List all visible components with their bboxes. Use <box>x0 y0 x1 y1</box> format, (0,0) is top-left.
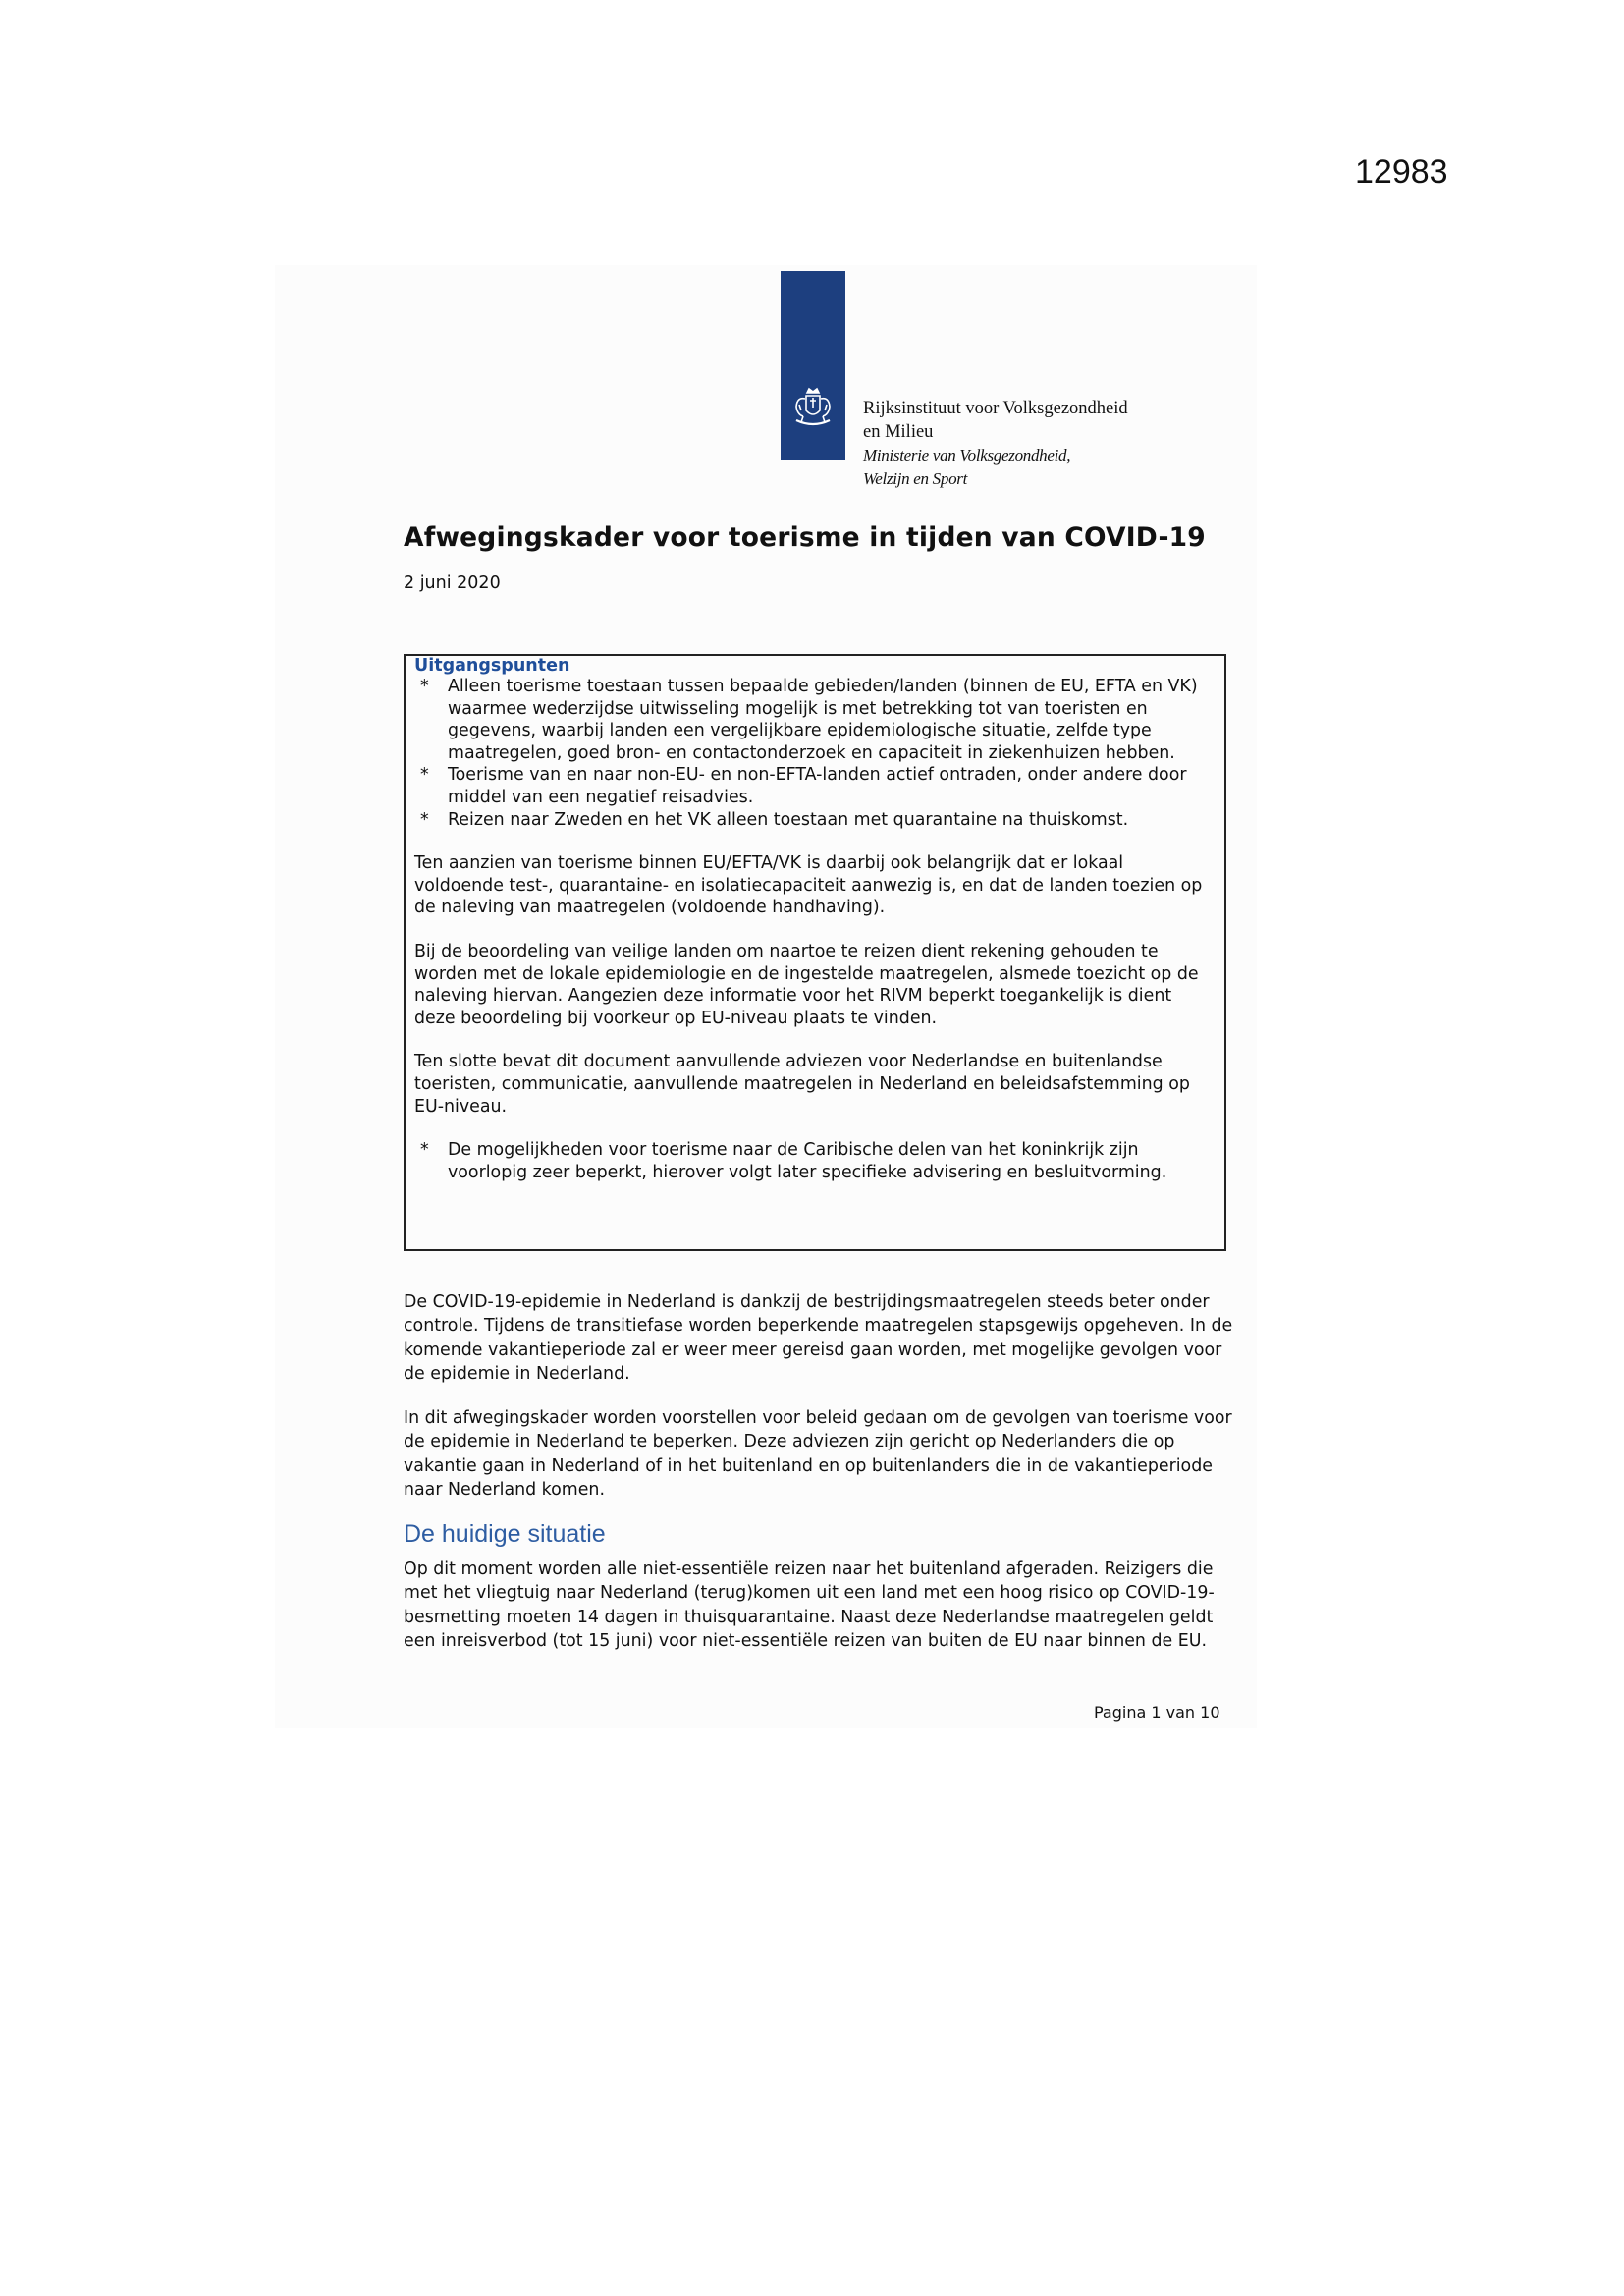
document-number: 12983 <box>1355 153 1448 191</box>
logo-line-2: en Milieu <box>863 422 934 442</box>
body-paragraph-1 <box>404 1290 1233 1387</box>
summary-paragraph: Bij de beoordeling van veilige landen om naartoe te reizen dient rekening gehouden te worden met de lokale epidemiologie en de ingestelde maatregelen, alsmede toezicht op de naleving hiervan. Aangezien deze informatie voor het RIVM beperkt toegankelijk is dient deze beoordeling bij voorkeur op EU-niveau plaats te vinden. <box>414 941 1199 1028</box>
bullet-text: Toerisme van en naar non-EU- en non-EFTA-landen actief ontraden, onder andere door middel van een negatief reisadvies. <box>448 765 1187 807</box>
list-item <box>414 676 1215 764</box>
bullet-asterisk: * <box>420 1140 429 1161</box>
logo-blue-band <box>781 271 845 460</box>
summary-box <box>404 654 1226 1251</box>
body-paragraph-3 <box>404 1558 1233 1654</box>
summary-heading: Uitgangspunten <box>414 656 570 676</box>
logo-line-4: Welzijn en Sport <box>863 469 968 488</box>
bullet-asterisk: * <box>420 809 429 830</box>
summary-paragraph: Ten aanzien van toerisme binnen EU/EFTA/VK is daarbij ook belangrijk dat er lokaal voldoende test-, quarantaine- en isolatiecapaciteit aanwezig is, en dat de landen toezien op de naleving van maatregelen (voldoende handhaving). <box>414 853 1203 918</box>
coat-of-arms-icon <box>791 387 835 432</box>
summary-final-bullet-list <box>414 1139 1215 1183</box>
body-paragraph-2 <box>404 1406 1233 1503</box>
summary-paragraph: Ten slotte bevat dit document aanvullende adviezen voor Nederlandse en buitenlandse toeristen, communicatie, aanvullende maatregelen in Nederland en beleidsafstemming op EU-niveau. <box>414 1052 1190 1117</box>
bullet-text: Reizen naar Zweden en het VK alleen toestaan met quarantaine na thuiskomst. <box>448 809 1129 830</box>
logo-line-1: Rijksinstituut voor Volksgezondheid <box>863 399 1128 418</box>
government-logo <box>781 271 1232 507</box>
list-item <box>414 764 1215 808</box>
document-title: Afwegingskader voor toerisme in tijden van COVID-19 <box>404 522 1206 553</box>
section-heading: De huidige situatie <box>404 1520 606 1548</box>
paragraph-text: In dit afwegingskader worden voorstellen voor beleid gedaan om de gevolgen van toerisme voor de epidemie in Nederland te beperken. Deze adviezen zijn gericht op Nederlanders die op vakantie gaan in Nederland of in het buitenland en op buitenlanders die in de vakantieperiode naar Nederland komen. <box>404 1408 1232 1501</box>
summary-bullet-list <box>414 676 1215 831</box>
bullet-text: Alleen toerisme toestaan tussen bepaalde gebieden/landen (binnen de EU, EFTA en VK) waarmee wederzijdse uitwisseling mogelijk is met betrekking tot van toeristen en gegevens, waarbij landen een vergelijkbare epidemiologische situatie, zelfde type maatregelen, goed bron- en contactonderzoek en capaciteit in ziekenhuizen hebben. <box>448 677 1198 763</box>
document-date: 2 juni 2020 <box>404 574 501 593</box>
paragraph-text: Op dit moment worden alle niet-essentiële reizen naar het buitenland afgeraden. Reizigers die met het vliegtuig naar Nederland (terug)komen uit een land met een hoog risico op COVID-19-besmetting moeten 14 dagen in thuisquarantaine. Naast deze Nederlandse maatregelen geldt een inreisverbod (tot 15 juni) voor niet-essentiële reizen van buiten de EU naar binnen de EU. <box>404 1559 1215 1652</box>
logo-line-3: Ministerie van Volksgezondheid, <box>863 446 1071 465</box>
bullet-text: De mogelijkheden voor toerisme naar de Caribische delen van het koninkrijk zijn voorlopig zeer beperkt, hierover volgt later specifieke advisering en besluitvorming. <box>448 1140 1167 1182</box>
list-item <box>414 809 1215 832</box>
page-number: Pagina 1 van 10 <box>1094 1703 1220 1722</box>
list-item <box>414 1139 1215 1183</box>
bullet-asterisk: * <box>420 677 429 696</box>
bullet-asterisk: * <box>420 765 429 786</box>
paragraph-text: De COVID-19-epidemie in Nederland is dankzij de bestrijdingsmaatregelen steeds beter onder controle. Tijdens de transitiefase worden beperkende maatregelen stapsgewijs opgeheven. In de komende vakantieperiode zal er weer meer gereisd gaan worden, met mogelijke gevolgen voor de epidemie in Nederland. <box>404 1292 1233 1385</box>
logo-text <box>863 397 1128 491</box>
